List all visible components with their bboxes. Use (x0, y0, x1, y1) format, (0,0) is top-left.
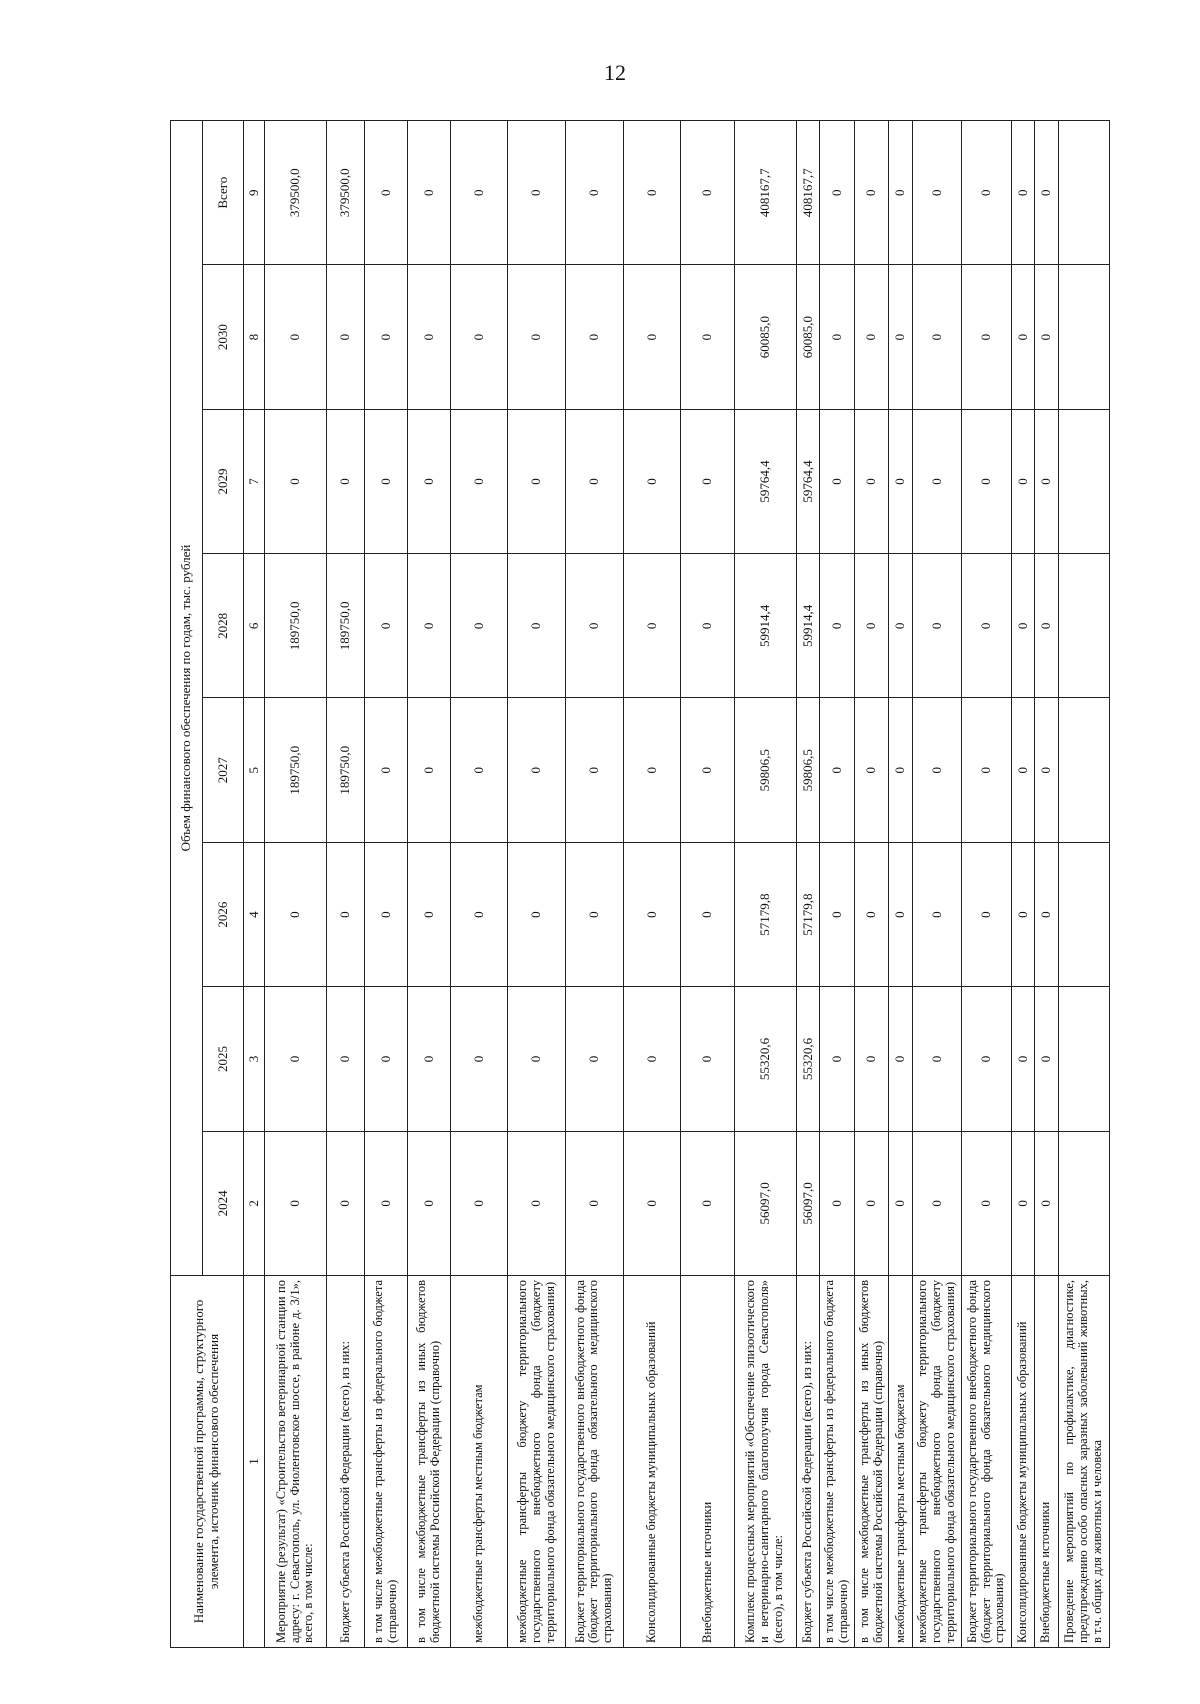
table-row (1011, 121, 1034, 1648)
row-value: 59914,4 (734, 554, 796, 698)
column-index: 3 (243, 987, 264, 1131)
table-row (565, 121, 623, 1648)
row-value: 55320,6 (734, 987, 796, 1131)
column-index: 1 (243, 1276, 264, 1648)
row-value: 0 (1035, 265, 1058, 409)
index-row (243, 121, 264, 1648)
row-value (1058, 698, 1109, 842)
row-value (1058, 842, 1109, 986)
row-value: 0 (508, 987, 566, 1131)
row-name: Мероприятие (результат) «Строительство ветеринарной станции по адресу: г. Севастополь, ул. Фиолентовское шоссе, в районе д. 3/1», всего, в том числе: (264, 1276, 326, 1648)
row-value: 0 (508, 698, 566, 842)
row-value: 0 (565, 987, 623, 1131)
row-value: 0 (962, 265, 1011, 409)
row-value: 0 (450, 1131, 508, 1275)
row-total: 0 (820, 121, 855, 265)
row-value: 0 (365, 698, 408, 842)
row-value: 0 (1035, 554, 1058, 698)
row-value (1058, 554, 1109, 698)
row-total: 0 (1011, 121, 1034, 265)
page-number: 12 (604, 60, 626, 85)
row-name: Бюджет субъекта Российской Федерации (всего), из них: (796, 1276, 819, 1648)
row-value: 0 (912, 1131, 961, 1275)
row-value: 0 (889, 554, 912, 698)
column-index: 4 (243, 842, 264, 986)
table-row (734, 121, 796, 1648)
row-value: 0 (508, 409, 566, 553)
row-value: 0 (623, 554, 681, 698)
row-value: 59806,5 (796, 698, 819, 842)
row-value: 0 (1035, 987, 1058, 1131)
year-header: 2028 (203, 554, 244, 698)
row-value: 0 (962, 698, 1011, 842)
row-value: 0 (623, 265, 681, 409)
row-name: в том числе межбюджетные трансферты из иных бюджетов бюджетной системы Российской Федерации (справочно) (407, 1276, 450, 1648)
year-header: 2024 (203, 1131, 244, 1275)
header-volume: Объем финансового обеспечения по годам, тыс. рублей (171, 121, 203, 1276)
row-value: 0 (820, 265, 855, 409)
row-value: 0 (407, 409, 450, 553)
row-value (1058, 987, 1109, 1131)
row-value: 0 (1011, 1131, 1034, 1275)
row-value: 0 (681, 409, 734, 553)
row-value: 0 (407, 265, 450, 409)
row-value: 0 (1011, 987, 1034, 1131)
row-name: Бюджет территориального государственного внебюджетного фонда (бюджет территориального фонда обязательного медицинского страхования) (565, 1276, 623, 1648)
row-value: 0 (681, 1131, 734, 1275)
row-value: 0 (962, 554, 1011, 698)
row-value: 0 (508, 1131, 566, 1275)
row-value: 0 (565, 554, 623, 698)
row-value: 0 (565, 265, 623, 409)
row-value: 0 (365, 1131, 408, 1275)
row-value: 0 (854, 1131, 889, 1275)
table-row (508, 121, 566, 1648)
row-name: Консолидированные бюджеты муниципальных образований (623, 1276, 681, 1648)
row-total: 0 (450, 121, 508, 265)
row-value: 0 (820, 554, 855, 698)
row-value: 0 (962, 409, 1011, 553)
row-value: 189750,0 (326, 698, 364, 842)
row-value: 0 (854, 842, 889, 986)
column-index: 8 (243, 265, 264, 409)
financing-table (170, 120, 1110, 1648)
row-value: 0 (912, 554, 961, 698)
row-total: 0 (623, 121, 681, 265)
row-name: межбюджетные трансферты бюджету территориального государственного внебюджетного фонда (бюджету территориального фонда обязательного медицинского страхования) (912, 1276, 961, 1648)
row-value: 60085,0 (734, 265, 796, 409)
row-value: 0 (912, 409, 961, 553)
row-value: 0 (889, 1131, 912, 1275)
row-value: 189750,0 (264, 554, 326, 698)
row-name: в том числе межбюджетные трансферты из федерального бюджета (справочно) (365, 1276, 408, 1648)
row-total: 0 (912, 121, 961, 265)
table-row (796, 121, 819, 1648)
row-value: 0 (681, 987, 734, 1131)
row-value: 0 (1035, 842, 1058, 986)
row-value: 0 (681, 265, 734, 409)
row-value: 0 (1011, 842, 1034, 986)
row-value: 0 (508, 554, 566, 698)
row-value: 0 (820, 1131, 855, 1275)
row-value: 0 (889, 987, 912, 1131)
row-value: 56097,0 (734, 1131, 796, 1275)
row-total: 0 (407, 121, 450, 265)
row-value (1058, 265, 1109, 409)
row-name: Консолидированные бюджеты муниципальных образований (1011, 1276, 1034, 1648)
row-value: 0 (365, 409, 408, 553)
row-value: 0 (912, 265, 961, 409)
row-value: 0 (681, 554, 734, 698)
row-name: Внебюджетные источники (1035, 1276, 1058, 1648)
row-name: межбюджетные трансферты местным бюджетам (450, 1276, 508, 1648)
row-value: 0 (681, 698, 734, 842)
row-value: 0 (264, 409, 326, 553)
row-value: 0 (450, 409, 508, 553)
row-value: 0 (820, 987, 855, 1131)
row-value: 0 (450, 554, 508, 698)
row-value: 0 (1035, 409, 1058, 553)
year-header: 2027 (203, 698, 244, 842)
row-value: 0 (407, 1131, 450, 1275)
table-row (912, 121, 961, 1648)
row-value: 0 (365, 842, 408, 986)
row-value: 0 (565, 1131, 623, 1275)
row-total: 408167,7 (734, 121, 796, 265)
row-value: 0 (565, 409, 623, 553)
row-name: Бюджет территориального государственного внебюджетного фонда (бюджет территориального фонда обязательного медицинского страхования) (962, 1276, 1011, 1648)
row-total: 0 (962, 121, 1011, 265)
row-value: 0 (912, 698, 961, 842)
row-name: в том числе межбюджетные трансферты из иных бюджетов бюджетной системы Российской Федерации (справочно) (854, 1276, 889, 1648)
row-value: 0 (681, 842, 734, 986)
row-value: 59806,5 (734, 698, 796, 842)
row-name: Внебюджетные источники (681, 1276, 734, 1648)
row-value: 0 (962, 842, 1011, 986)
table-row (854, 121, 889, 1648)
row-value: 0 (450, 265, 508, 409)
row-total: 379500,0 (264, 121, 326, 265)
row-value: 59914,4 (796, 554, 819, 698)
table-row (820, 121, 855, 1648)
table-row (1035, 121, 1058, 1648)
row-value: 59764,4 (734, 409, 796, 553)
row-value: 0 (889, 842, 912, 986)
row-value: 0 (565, 698, 623, 842)
year-header: 2030 (203, 265, 244, 409)
row-value: 0 (1035, 1131, 1058, 1275)
row-value: 0 (623, 842, 681, 986)
row-value: 0 (565, 842, 623, 986)
row-total: 0 (508, 121, 566, 265)
row-value: 0 (912, 842, 961, 986)
year-header: 2025 (203, 987, 244, 1131)
row-value: 60085,0 (796, 265, 819, 409)
row-value: 0 (508, 265, 566, 409)
row-value: 0 (326, 265, 364, 409)
row-value: 0 (623, 987, 681, 1131)
row-value: 0 (854, 698, 889, 842)
row-value: 0 (326, 842, 364, 986)
table-row (450, 121, 508, 1648)
row-value: 0 (912, 987, 961, 1131)
row-value: 0 (1011, 265, 1034, 409)
row-value: 0 (407, 987, 450, 1131)
year-header: 2026 (203, 842, 244, 986)
row-value: 0 (854, 987, 889, 1131)
row-name: Проведение мероприятий по профилактике, диагностике, предупреждению особо опасных заразных заболеваний животных, в т.ч. общих для животных и человека (1058, 1276, 1109, 1648)
row-value: 0 (854, 265, 889, 409)
row-name: Бюджет субъекта Российской Федерации (всего), из них: (326, 1276, 364, 1648)
row-value: 57179,8 (796, 842, 819, 986)
row-value: 0 (854, 409, 889, 553)
row-total: 0 (365, 121, 408, 265)
row-value: 0 (264, 265, 326, 409)
table-row (681, 121, 734, 1648)
row-value: 0 (326, 409, 364, 553)
column-index: 2 (243, 1131, 264, 1275)
row-value: 0 (326, 1131, 364, 1275)
row-value: 55320,6 (796, 987, 819, 1131)
row-total: 0 (1035, 121, 1058, 265)
row-value (1058, 1131, 1109, 1275)
row-total: 0 (565, 121, 623, 265)
row-value: 0 (450, 987, 508, 1131)
row-value: 0 (407, 842, 450, 986)
rotated-table-container (170, 120, 1110, 1648)
total-header: Всего (203, 121, 244, 265)
row-value: 0 (508, 842, 566, 986)
row-value: 0 (407, 698, 450, 842)
row-value: 0 (820, 409, 855, 553)
table-header-row (171, 121, 203, 1648)
row-name: межбюджетные трансферты бюджету территориального государственного внебюджетного фонда (бюджету территориального фонда обязательного медицинского страхования) (508, 1276, 566, 1648)
row-value: 0 (820, 698, 855, 842)
header-name: Наименование государственной программы, структурного элемента, источник финансового обеспечения (171, 1276, 244, 1648)
row-value: 0 (365, 987, 408, 1131)
row-value: 0 (407, 554, 450, 698)
row-value (1058, 409, 1109, 553)
row-total: 0 (854, 121, 889, 265)
table-row (326, 121, 364, 1648)
table-row (407, 121, 450, 1648)
row-value: 0 (450, 842, 508, 986)
row-name: в том числе межбюджетные трансферты из федерального бюджета (справочно) (820, 1276, 855, 1648)
row-value: 0 (1011, 409, 1034, 553)
table-row (264, 121, 326, 1648)
column-index: 5 (243, 698, 264, 842)
row-total: 0 (681, 121, 734, 265)
row-value: 0 (264, 1131, 326, 1275)
column-index: 9 (243, 121, 264, 265)
row-value: 0 (1035, 698, 1058, 842)
table-row (1058, 121, 1109, 1648)
row-value: 0 (962, 1131, 1011, 1275)
row-total: 408167,7 (796, 121, 819, 265)
row-value: 0 (365, 554, 408, 698)
row-value: 0 (264, 842, 326, 986)
row-total (1058, 121, 1109, 265)
row-value: 0 (623, 698, 681, 842)
row-value: 0 (623, 1131, 681, 1275)
row-value: 0 (450, 698, 508, 842)
year-header: 2029 (203, 409, 244, 553)
row-value: 56097,0 (796, 1131, 819, 1275)
row-value: 0 (623, 409, 681, 553)
row-value: 0 (1011, 554, 1034, 698)
row-value: 0 (962, 987, 1011, 1131)
row-value: 0 (264, 987, 326, 1131)
row-value: 0 (889, 265, 912, 409)
row-value: 0 (889, 409, 912, 553)
row-name: Комплекс процессных мероприятий «Обеспечение эпизоотического и ветеринарно-санитарного благополучия города Севастополя» (всего), в том числе: (734, 1276, 796, 1648)
row-value: 0 (326, 987, 364, 1131)
column-index: 6 (243, 554, 264, 698)
row-value: 0 (820, 842, 855, 986)
table-row (889, 121, 912, 1648)
table-row (365, 121, 408, 1648)
column-index: 7 (243, 409, 264, 553)
row-value: 189750,0 (264, 698, 326, 842)
row-value: 189750,0 (326, 554, 364, 698)
row-total: 0 (889, 121, 912, 265)
table-row (623, 121, 681, 1648)
row-value: 0 (889, 698, 912, 842)
row-total: 379500,0 (326, 121, 364, 265)
row-value: 59764,4 (796, 409, 819, 553)
row-value: 0 (1011, 698, 1034, 842)
row-name: межбюджетные трансферты местным бюджетам (889, 1276, 912, 1648)
row-value: 57179,8 (734, 842, 796, 986)
row-value: 0 (365, 265, 408, 409)
table-row (962, 121, 1011, 1648)
row-value: 0 (854, 554, 889, 698)
